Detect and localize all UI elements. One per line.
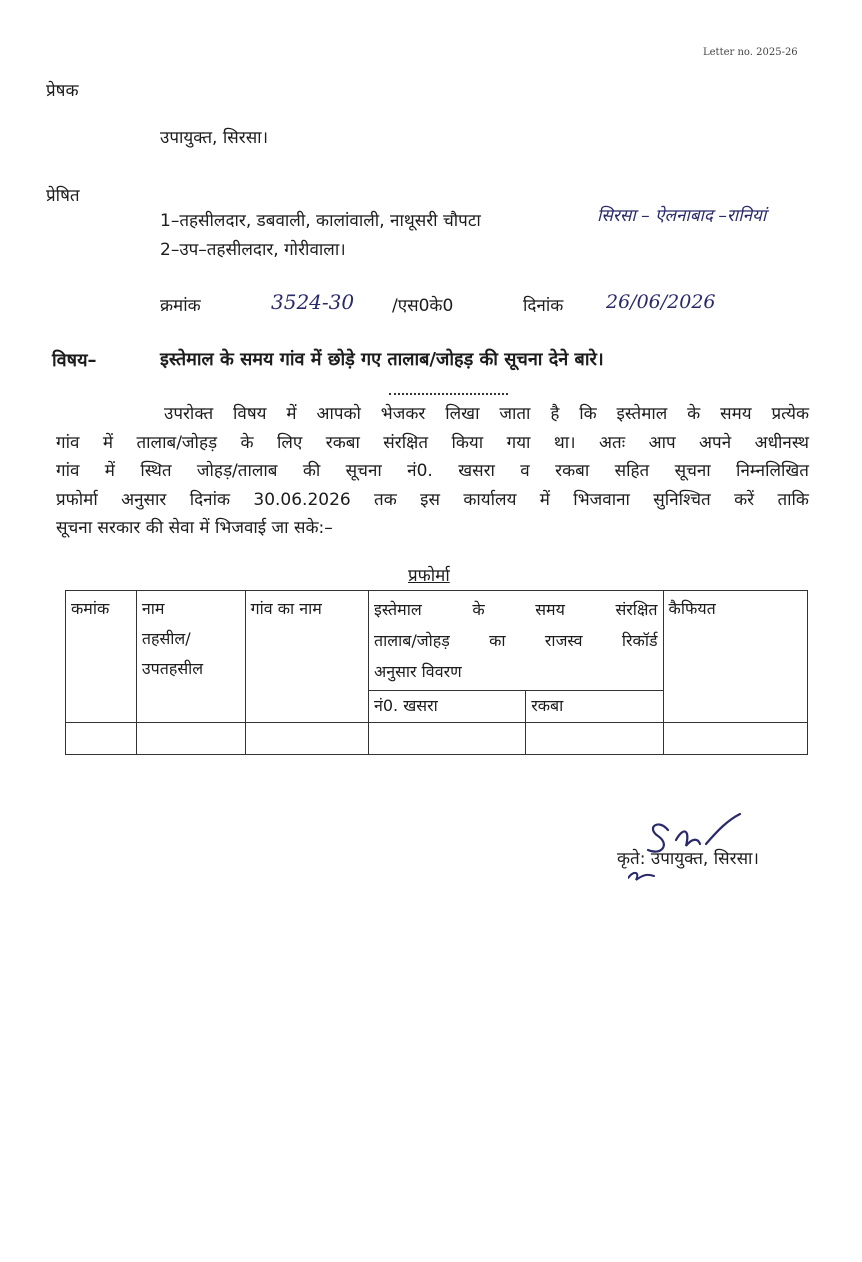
recipient-line-2: 2–उप–तहसीलदार, गोरीवाला।	[160, 240, 346, 260]
header-rakba: रकबा	[526, 691, 663, 723]
handwritten-signature	[628, 800, 758, 890]
empty-cell	[526, 723, 663, 755]
kramank-handwritten: 3524-30	[271, 290, 355, 314]
signoff-text: कृते: उपायुक्त, सिरसा।	[617, 849, 759, 869]
letter-reference: Letter no. 2025-26	[703, 47, 798, 58]
subject-label: विषय–	[52, 350, 97, 371]
header-name-line: नाम	[141, 599, 165, 618]
header-revenue-record	[368, 591, 663, 691]
body-line: सूचना सरकार की सेवा में भिजवाई जा सके:–	[56, 518, 333, 539]
header-record-line: इस्तेमाल के समय संरक्षित	[373, 600, 658, 619]
recipient-label: प्रेषित	[46, 186, 80, 206]
separator-dots	[389, 393, 508, 395]
empty-cell	[245, 723, 368, 755]
sender-name: उपायुक्त, सिरसा।	[160, 128, 269, 148]
header-khasra: नं0. खसरा	[368, 691, 525, 723]
body-line: गांव में तालाब/जोहड़ के लिए रकबा संरक्षित किया गया था। अतः आप अपने अधीनस्थ	[56, 432, 809, 453]
header-record-line: तालाब/जोहड़ का राजस्व रिकॉर्ड	[373, 631, 658, 650]
table-row	[66, 723, 808, 755]
subject-text: इस्तेमाल के समय गांव में छोड़े गए तालाब/जोहड़ की सूचना देने बारे।	[160, 349, 604, 370]
body-line: गांव में स्थित जोहड़/तालाब की सूचना नं0. खसरा व रकबा सहित सूचना निम्नलिखित	[56, 461, 809, 482]
header-name-line: उपतहसील	[141, 659, 204, 678]
header-name-line: तहसील/	[141, 629, 191, 648]
proforma-title: प्रफोर्मा	[408, 566, 450, 586]
header-remarks: कैफियत	[663, 591, 807, 723]
empty-cell	[136, 723, 245, 755]
proforma-table	[65, 590, 808, 755]
header-name-tehsil	[136, 591, 245, 723]
dinank-handwritten: 26/06/2026	[606, 291, 716, 313]
body-line: उपरोक्त विषय में आपको भेजकर लिखा जाता है कि इस्तेमाल के समय प्रत्येक	[164, 404, 809, 424]
empty-cell	[368, 723, 525, 755]
body-paragraph	[56, 400, 809, 543]
body-line: प्रफोर्मा अनुसार दिनांक 30.06.2026 तक इस कार्यालय में भिजवाना सुनिश्चित करें ताकि	[56, 489, 809, 510]
empty-cell	[663, 723, 807, 755]
kramank-label: क्रमांक	[160, 296, 201, 316]
header-record-line: अनुसार विवरण	[373, 662, 462, 681]
recipient-line-1: 1–तहसीलदार, डबवाली, कालांवाली, नाथूसरी चौपटा	[160, 211, 481, 231]
header-village-name: गांव का नाम	[245, 591, 368, 723]
empty-cell	[66, 723, 137, 755]
dinank-label: दिनांक	[523, 296, 564, 316]
handwritten-recipient-addition: सिरसा – ऐलनाबाद –रानियां	[597, 206, 767, 226]
header-kramank: कमांक	[66, 591, 137, 723]
sender-label: प्रेषक	[46, 81, 79, 101]
office-code: /एस0के0	[392, 296, 454, 316]
